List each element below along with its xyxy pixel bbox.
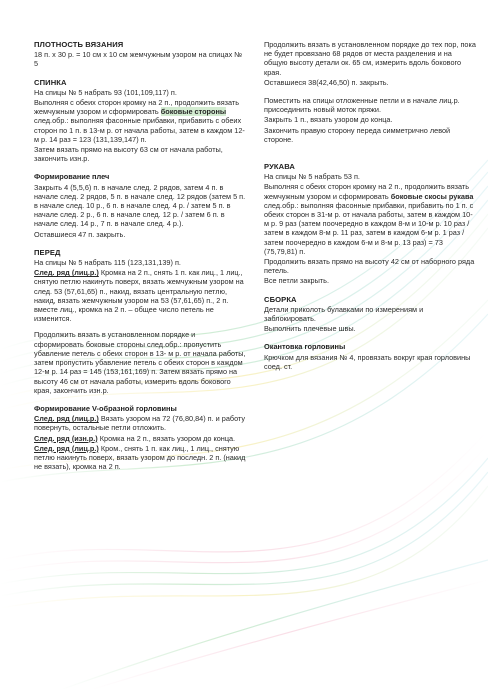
back-straight: Затем вязать прямо на высоту 63 см от начала работы, закончить изн.р. xyxy=(34,145,223,164)
v-neck-row-1: След. ряд (лиц.р.) Вязать узором на 72 (76,80,84) п. и работу повернуть, остальные петли отложить. xyxy=(34,414,246,433)
v-neck-section xyxy=(34,404,246,471)
shoulders-heading: Формирование плеч xyxy=(34,172,110,182)
assembly-section xyxy=(264,295,476,334)
continue-text-4: Закрыть 1 п., вязать узором до конца. xyxy=(264,115,393,125)
continue-text-1: Продолжить вязать в установленном порядке до тех пор, пока не будет провязано 68 рядов от места разделения и на общую высоту детали ок. 65 см, измерить вдоль бокового края. xyxy=(264,40,476,77)
sleeves-heading: РУКАВА xyxy=(264,162,295,172)
back-section xyxy=(34,78,246,164)
neck-continue-section xyxy=(264,40,476,87)
continue-text-3: Поместить на спицы отложенные петли и в начале лиц.р. присоединить новый моток пряжи. xyxy=(264,96,460,115)
density-heading: ПЛОТНОСТЬ ВЯЗАНИЯ xyxy=(34,40,124,49)
shoulders-section xyxy=(34,172,246,238)
sleeves-section xyxy=(264,162,476,286)
right-side-section xyxy=(264,96,476,144)
sleeves-cast-on: На спицы № 5 набрать 53 п. xyxy=(264,172,360,182)
v-neck-row-3: След. ряд (лиц.р.) Кром., снять 1 п. как лиц., 1 лиц., снятую петлю накинуть поверх, вязать узором до последн. 2 п. (накид не вязать), кромка на 2 п. xyxy=(34,443,246,472)
continue-text-5: Закончить правую сторону переда симметрично левой стороне. xyxy=(264,125,451,144)
assembly-block: Детали приколоть булавками по измерениям и заблокировать. xyxy=(264,304,424,324)
back-heading: СПИНКА xyxy=(34,77,67,87)
right-column xyxy=(264,40,476,380)
neckband-heading: Окантовка горловины xyxy=(264,342,346,352)
continue-text-2: Оставшиеся 38(42,46,50) п. закрыть. xyxy=(264,77,389,87)
back-remain: Оставшиеся 47 п. закрыть. xyxy=(34,229,126,239)
back-side-shaping: Выполняя с обеих сторон кромку на 2 п., продолжить вязать жемчужным узором и сформировать боковые стороны след.обр.: выполняя фасонные прибавки, прибавить с обеих сторон по 1 п. в 13-м р. от начала работы, затем в каждом 12-м р. 14 раз = 123 (131,139,147) п. xyxy=(34,98,245,144)
sleeves-bind-off: Все петли закрыть. xyxy=(264,276,329,286)
assembly-seams: Выполнить плечевые швы. xyxy=(264,324,356,334)
assembly-heading: СБОРКА xyxy=(264,294,297,304)
front-cast-on: На спицы № 5 набрать 115 (123,131,139) п. xyxy=(34,258,181,268)
shoulders-text: Закрыть 4 (5,5,6) п. в начале след. 2 рядов, затем 4 п. в начале след. 2 рядов, 5 п. в начале след. 12 рядов (затем 5 п. в начале след. 10 р., 6 п. в начале след. 4 р. / затем 5 п. в начале след. 2 р., 6 п. в начале след. 12 р. / затем 6 п. в начале след. 14 р., 7 п. в начале след. 4 р.). xyxy=(34,182,246,229)
front-next-row: След. ряд (лиц.р.) Кромка на 2 п., снять 1 п. как лиц., 1 лиц., снятую петлю накинуть поверх, вязать жемчужным узором на след. 53 (57,61,65) п., накид, вязать центральную петлю, накид, вязать жемчужным узором на 53 (57,61,65) п., 2 п. вместе лиц., кромка на 2 п. – общее число петель не изменится. xyxy=(34,268,244,324)
left-column xyxy=(34,40,246,480)
v-neck-row-2: След. ряд (изн.р.) Кромка на 2 п., вязать узором до конца. xyxy=(34,433,236,443)
density-section xyxy=(34,40,246,69)
front-side-shaping: Продолжить вязать в установленном порядке и сформировать боковые стороны след.обр.: пропустить убавление петель с обеих сторон в 13- м р. от начала работы, затем пропустить убавление петель с обеих сторон в каждом 12-м р. 14 раз = 145 (153,161,169) п. Затем вязать прямо на высоту 46 см от начала работы, измерить вдоль бокового края, закончить изн.р. xyxy=(34,330,246,395)
back-cast-on: На спицы № 5 набрать 93 (101,109,117) п. xyxy=(34,87,177,97)
front-heading: ПЕРЕД xyxy=(34,247,61,257)
neckband-section xyxy=(264,342,476,371)
v-neck-heading: Формирование V-образной горловины xyxy=(34,403,177,413)
neckband-text: Крючком для вязания № 4, провязать вокруг края горловины соед. ст. xyxy=(264,352,471,371)
sleeves-straight: Продолжить вязать прямо на высоту 42 см от наборного ряда петель. xyxy=(264,257,475,276)
front-section xyxy=(34,248,246,395)
sleeves-shaping: Выполняя с обеих сторон кромку на 2 п., продолжить вязать жемчужным узором и сформировать боковые скосы рукава след.обр.: выполняя фасонные прибавки, прибавить по 1 п. с обеих сторон в 31-м р. от начала работы, затем в каждом 10-м р. 9 раз (затем поочередно в каждом 8-м и 10-м р. 10 раз / затем в каждом 8-м р. 11 раз, затем в каждом 6-м р. 1 раз / затем поочередно в каждом 6-м и 8-м р. 13 раз) = 73 (75,79,81) п. xyxy=(264,182,474,256)
density-text: 18 п. х 30 р. = 10 см х 10 см жемчужным узором на спицах № 5 xyxy=(34,50,243,69)
